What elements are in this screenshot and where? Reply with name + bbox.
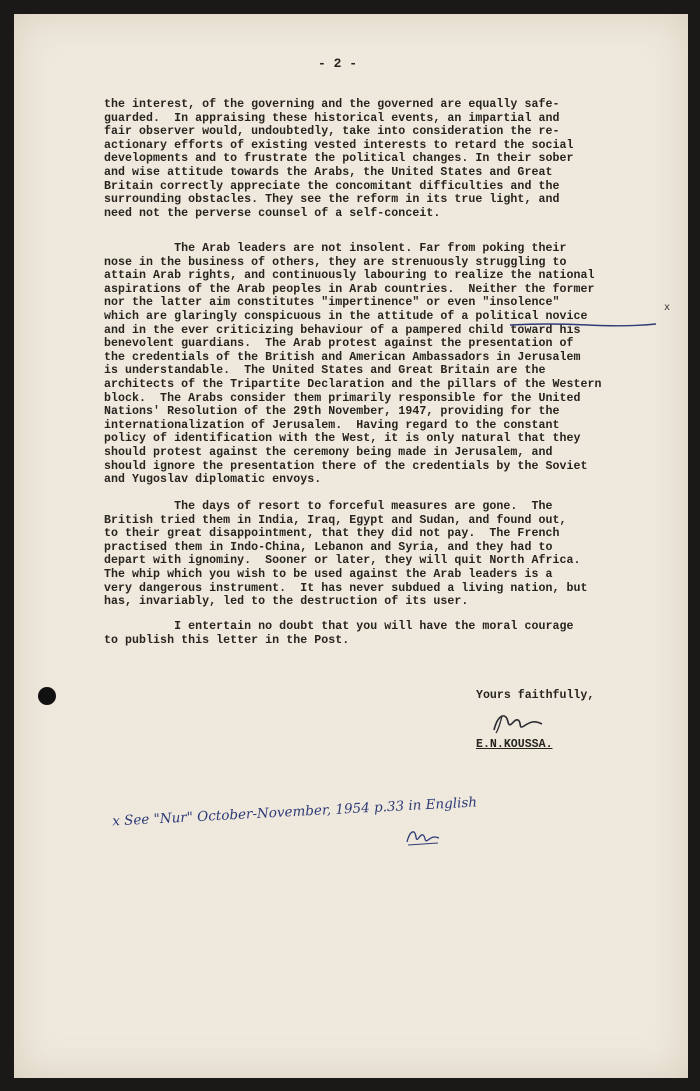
signer-name: E.N.KOUSSA. [476,738,553,751]
text-line: The whip which you wish to be used against the Arab leaders is a [104,567,553,581]
text-line: should ignore the presentation there of the credentials by the Soviet [104,459,588,473]
text-line: should protest against the ceremony being made in Jerusalem, and [104,445,553,459]
text-line: nose in the business of others, they are strenuously struggling to [104,255,567,269]
margin-mark: x [664,302,671,313]
handwritten-initials [404,824,442,848]
text-line: the credentials of the British and American Ambassadors in Jerusalem [104,350,581,364]
text-line: which are glaringly conspicuous in the attitude of a political novice [104,309,588,323]
text-line: and in the ever criticizing behaviour of a pampered child toward his [104,323,581,337]
text-line: actionary efforts of existing vested interests to retard the social [104,138,574,152]
handwritten-annotation: x See "Nur" October-November, 1954 p.33 in English [111,794,478,830]
closing-salutation: Yours faithfully, [476,689,595,702]
paragraph-1 [104,98,682,220]
text-line: is understandable. The United States and Great Britain are the [104,364,546,378]
punch-hole [38,687,56,705]
handwritten-underline [508,321,658,329]
signature-mark [488,708,548,736]
text-line: The days of resort to forceful measures are gone. The [104,500,553,513]
text-line: Nations' Resolution of the 29th November, 1947, providing for the [104,405,560,419]
text-line: guarded. In appraising these historical events, an impartial and [104,111,560,125]
text-line: nor the latter aim constitutes "impertinence" or even "insolence" [104,296,560,310]
text-line: the interest, of the governing and the governed are equally safe- [104,98,560,111]
text-line: Britain correctly appreciate the concomitant difficulties and the [104,179,560,193]
paragraph-4 [104,620,682,647]
text-line: and wise attitude towards the Arabs, the United States and Great [104,165,553,179]
text-line: The Arab leaders are not insolent. Far from poking their [104,242,567,255]
text-line: to their great disappointment, that they did not pay. The French [104,527,560,541]
text-line: benevolent guardians. The Arab protest against the presentation of [104,337,574,351]
paragraph-2 [104,242,682,487]
text-line: and Yugoslav diplomatic envoys. [104,473,322,487]
text-line: surrounding obstacles. They see the reform in its true light, and [104,193,560,207]
text-line: practised them in Indo-China, Lebanon and Syria, and they had to [104,540,553,554]
text-line: depart with ignominy. Sooner or later, they will quit North Africa. [104,554,581,568]
text-line: I entertain no doubt that you will have the moral courage [104,620,574,633]
page-number: - 2 - [318,56,358,71]
text-line: attain Arab rights, and continuously labouring to realize the national [104,269,595,283]
text-line: need not the perverse counsel of a self-conceit. [104,206,441,220]
text-line: developments and to frustrate the political changes. In their sober [104,152,574,166]
text-line: architects of the Tripartite Declaration and the pillars of the Western [104,377,602,391]
text-line: aspirations of the Arab peoples in Arab countries. Neither the former [104,282,595,296]
text-line: policy of identification with the West, it is only natural that they [104,432,581,446]
text-line: to publish this letter in the Post. [104,633,350,647]
text-line: internationalization of Jerusalem. Having regard to the constant [104,418,560,432]
text-line: has, invariably, led to the destruction of its user. [104,595,469,609]
text-line: fair observer would, undoubtedly, take into consideration the re- [104,125,560,139]
text-line: block. The Arabs consider them primarily responsible for the United [104,391,581,405]
text-line: British tried them in India, Iraq, Egypt and Sudan, and found out, [104,513,567,527]
paragraph-3 [104,500,682,609]
text-line: very dangerous instrument. It has never subdued a living nation, but [104,581,588,595]
